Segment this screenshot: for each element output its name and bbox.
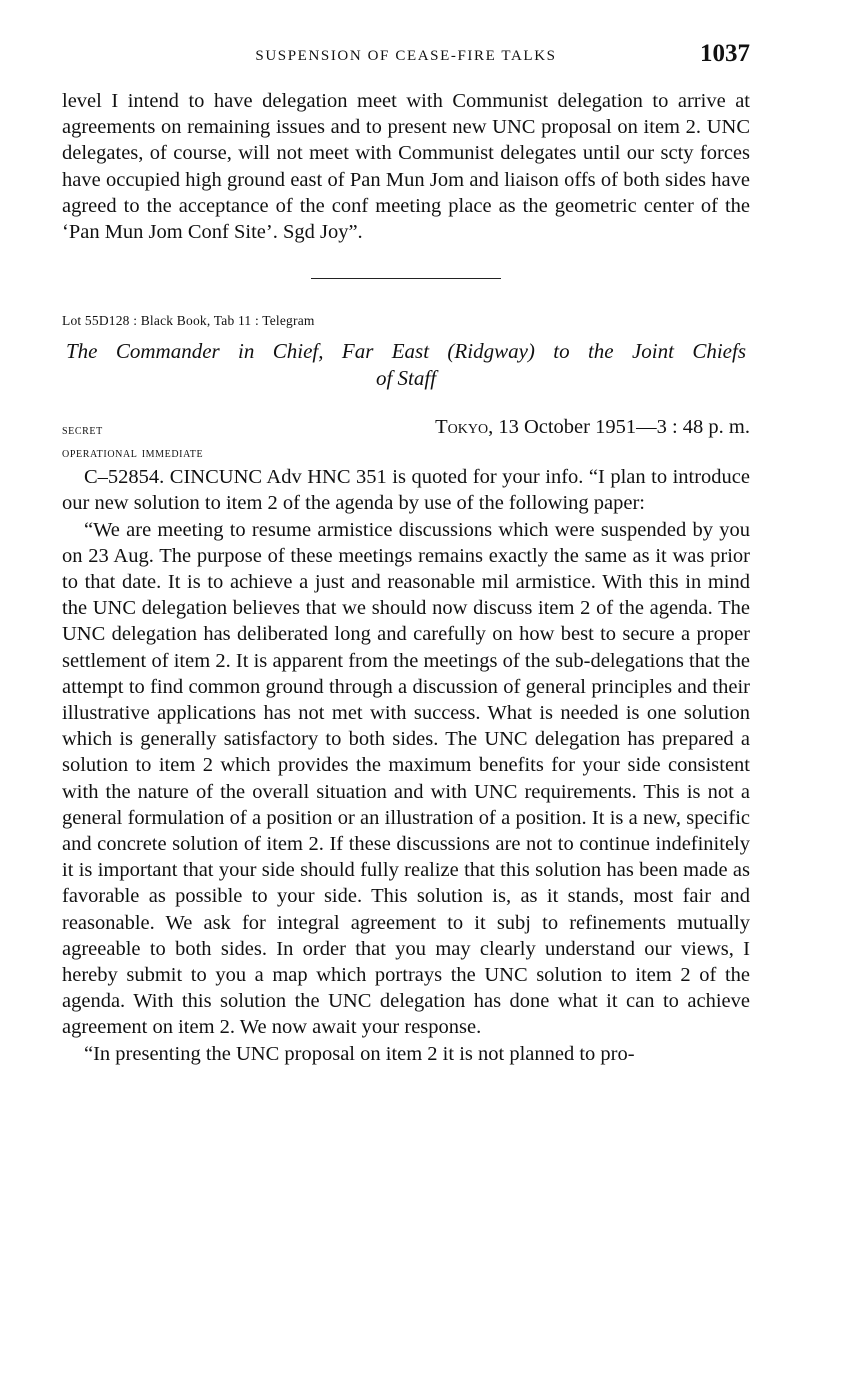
body-paragraph-2: “We are meeting to resume armistice discussions which were suspended by you on 23 Aug. The purpose of these meetings remains exactly the same as it was prior to that date. It is to achieve a just and reasonable mil armistice. With this in mind the UNC delegation believes that we should now discuss item 2 of the agenda. The UNC delegation has deliberated long and carefully on how best to secure a proper settlement of item 2. It is apparent from the meetings of the sub-delegations that the attempt to find common ground through a discussion of general principles and their illustrative applications has not met with success. What is needed is one solution which is generally satisfactory to both sides. The UNC delegation has prepared a solution to item 2 which provides the maximum benefits for your side consistent with the nature of the overall situation and with UNC requirements. This is not a general formulation of a position or an illustration of a position. It is a new, specific and concrete solution of item 2. If these discussions are not to continue indefinitely it is important that your side should fully realize that this solution has been made as favorable as possible to your side. This solution is, as it stands, most fair and reasonable. We ask for integral agreement to it subj to refinements mutually agreeable to both sides. In order that you may clearly understand our views, I hereby submit to you a map which portrays the UNC solution to item 2 of the agenda. With this solution the UNC delegation has done what it can to achieve agreement on item 2. We now await your response.: [62, 518, 750, 1039]
precedence-label: operational immediate: [62, 445, 204, 462]
body-paragraph-3: “In presenting the UNC proposal on item 2 it is not planned to pro-: [84, 1042, 635, 1065]
running-head: [62, 40, 750, 74]
dateline: [435, 416, 750, 439]
section-divider: [311, 278, 501, 279]
document-meta-row: [62, 416, 750, 442]
body-paragraph-1: C–52854. CINCUNC Adv HNC 351 is quoted for your info. “I plan to introduce our new solution to item 2 of the agenda by use of the following paper:: [62, 466, 750, 515]
dateline-date-time: 13 October 1951—3 : 48 p. m.: [493, 416, 750, 439]
dateline-place: Tokyo,: [435, 416, 494, 439]
document-title-line-2: of Staff: [375, 366, 437, 391]
telegram-body: [62, 464, 750, 1067]
source-citation: Lot 55D128 : Black Book, Tab 11 : Telegram: [62, 313, 315, 329]
continuation-paragraph: level I intend to have delegation meet with Communist delegation to arrive at agreements on remaining issues and to present new UNC proposal on item 2. UNC delegates, of course, will not meet with Communist delegates until our scty forces have occupied high ground east of Pan Mun Jom and liaison offs of both sides have agreed to the acceptance of the conf meeting place as the geometric center of the ‘Pan Mun Jom Conf Site’. Sgd Joy”.: [62, 90, 750, 244]
running-head-title: SUSPENSION OF CEASE-FIRE TALKS: [255, 48, 557, 64]
classification-label: secret: [62, 422, 103, 439]
document-page: [62, 40, 750, 1067]
document-title-line-1: The Commander in Chief, Far East (Ridgway) to the Joint Chiefs: [66, 339, 746, 364]
document-title: [62, 338, 750, 392]
page-number: 1037: [700, 40, 750, 67]
